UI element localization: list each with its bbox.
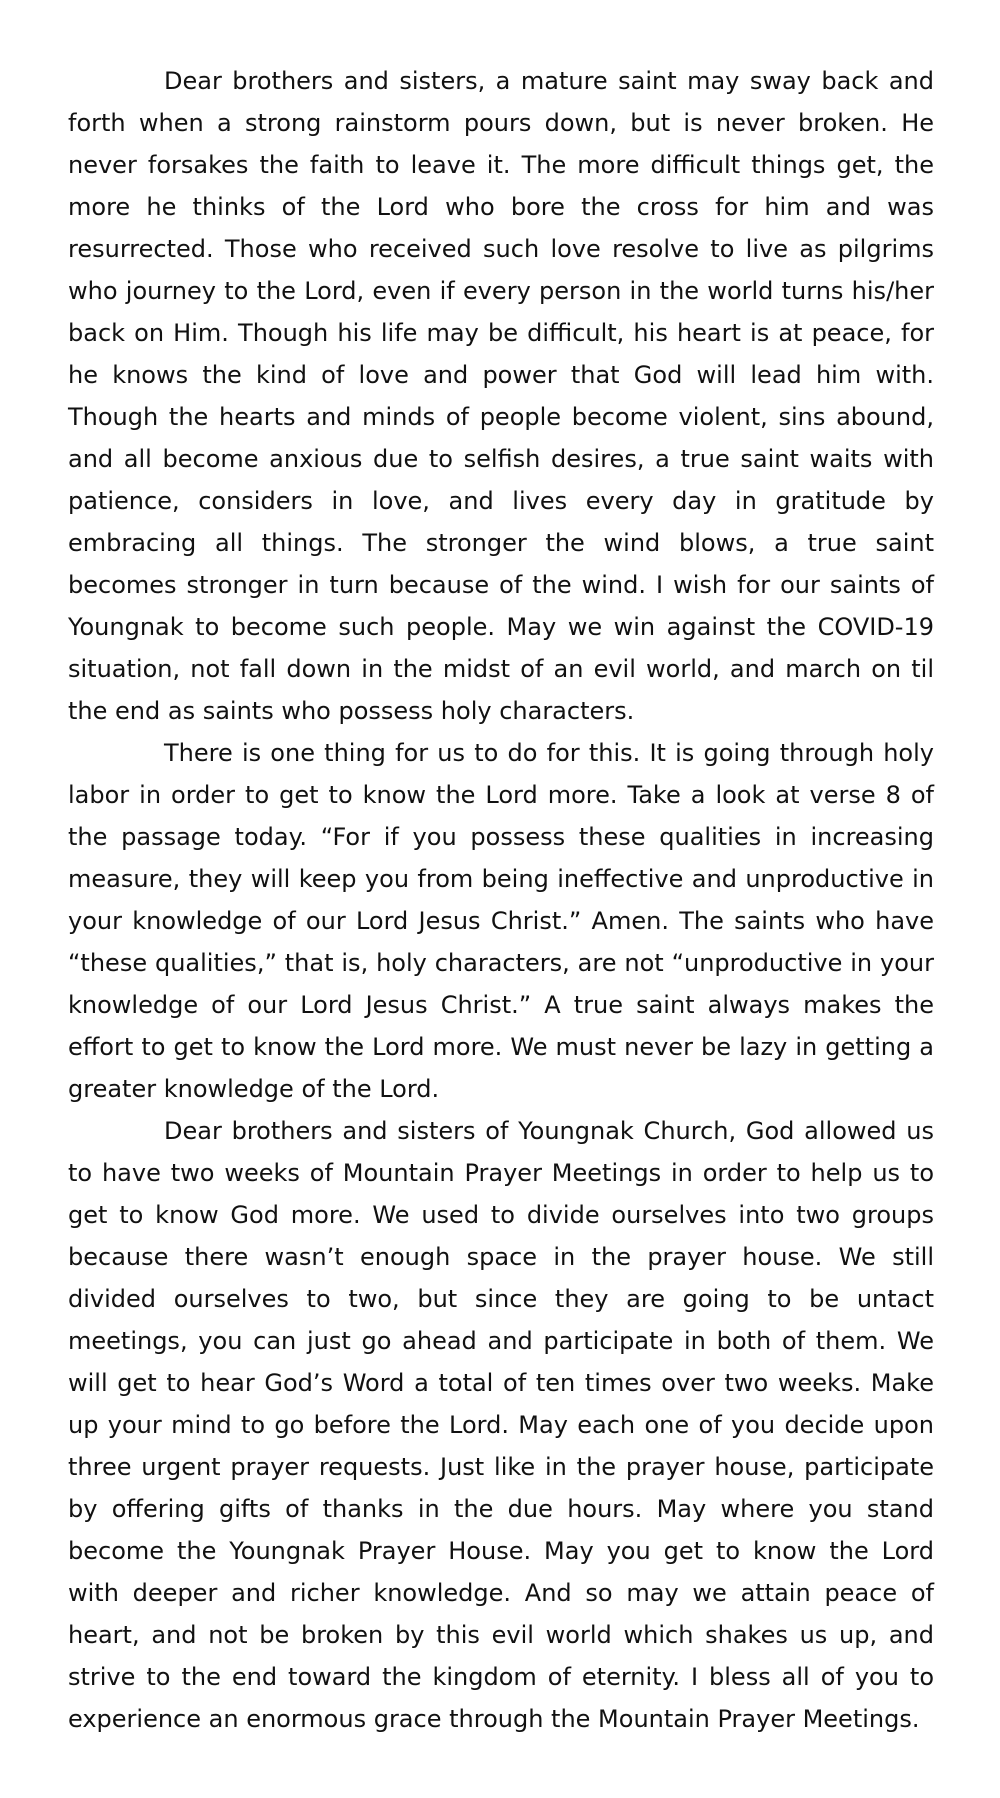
paragraph-2: There is one thing for us to do for this. It is going through holy labor in order to get to know the Lord more. Take a look at verse 8 of the passage today. “For if you possess these qualities in increasing measure, they will keep you from being ineffective and unproductive in your knowledge of our Lord Jesus Christ.” Amen. The saints who have “these qualities,” that is, holy characters, are not “unproductive in your knowledge of our Lord Jesus Christ.” A true saint always makes the effort to get to know the Lord more. We must never be lazy in getting a greater knowledge of the Lord. bbox=[68, 739, 934, 1103]
paragraph-1: Dear brothers and sisters, a mature saint may sway back and forth when a strong rainstorm pours down, but is never broken. He never forsakes the faith to leave it. The more difficult things get, the more he thinks of the Lord who bore the cross for him and was resurrected. Those who received such love resolve to live as pilgrims who journey to the Lord, even if every person in the world turns his/her back on Him. Though his life may be difficult, his heart is at peace, for he knows the kind of love and power that God will lead him with. Though the hearts and minds of people become violent, sins abound, and all become anxious due to selfish desires, a true saint waits with patience, considers in love, and lives every day in gratitude by embracing all things. The stronger the wind blows, a true saint becomes stronger in turn because of the wind. I wish for our saints of Youngnak to become such people. May we win against the COVID-19 situation, not fall down in the midst of an evil world, and march on til the end as saints who possess holy characters. bbox=[68, 67, 934, 725]
paragraph-3: Dear brothers and sisters of Youngnak Church, God allowed us to have two weeks of Mountain Prayer Meetings in order to help us to get to know God more. We used to divide ourselves into two groups because there wasn’t enough space in the prayer house. We still divided ourselves to two, but since they are going to be untact meetings, you can just go ahead and participate in both of them. We will get to hear God’s Word a total of ten times over two weeks. Make up your mind to go before the Lord. May each one of you decide upon three urgent prayer requests. Just like in the prayer house, participate by offering gifts of thanks in the due hours. May where you stand become the Youngnak Prayer House. May you get to know the Lord with deeper and richer knowledge. And so may we attain peace of heart, and not be broken by this evil world which shakes us up, and strive to the end toward the kingdom of eternity. I bless all of you to experience an enormous grace through the Mountain Prayer Meetings. bbox=[68, 1117, 934, 1733]
document-page bbox=[68, 60, 934, 1740]
